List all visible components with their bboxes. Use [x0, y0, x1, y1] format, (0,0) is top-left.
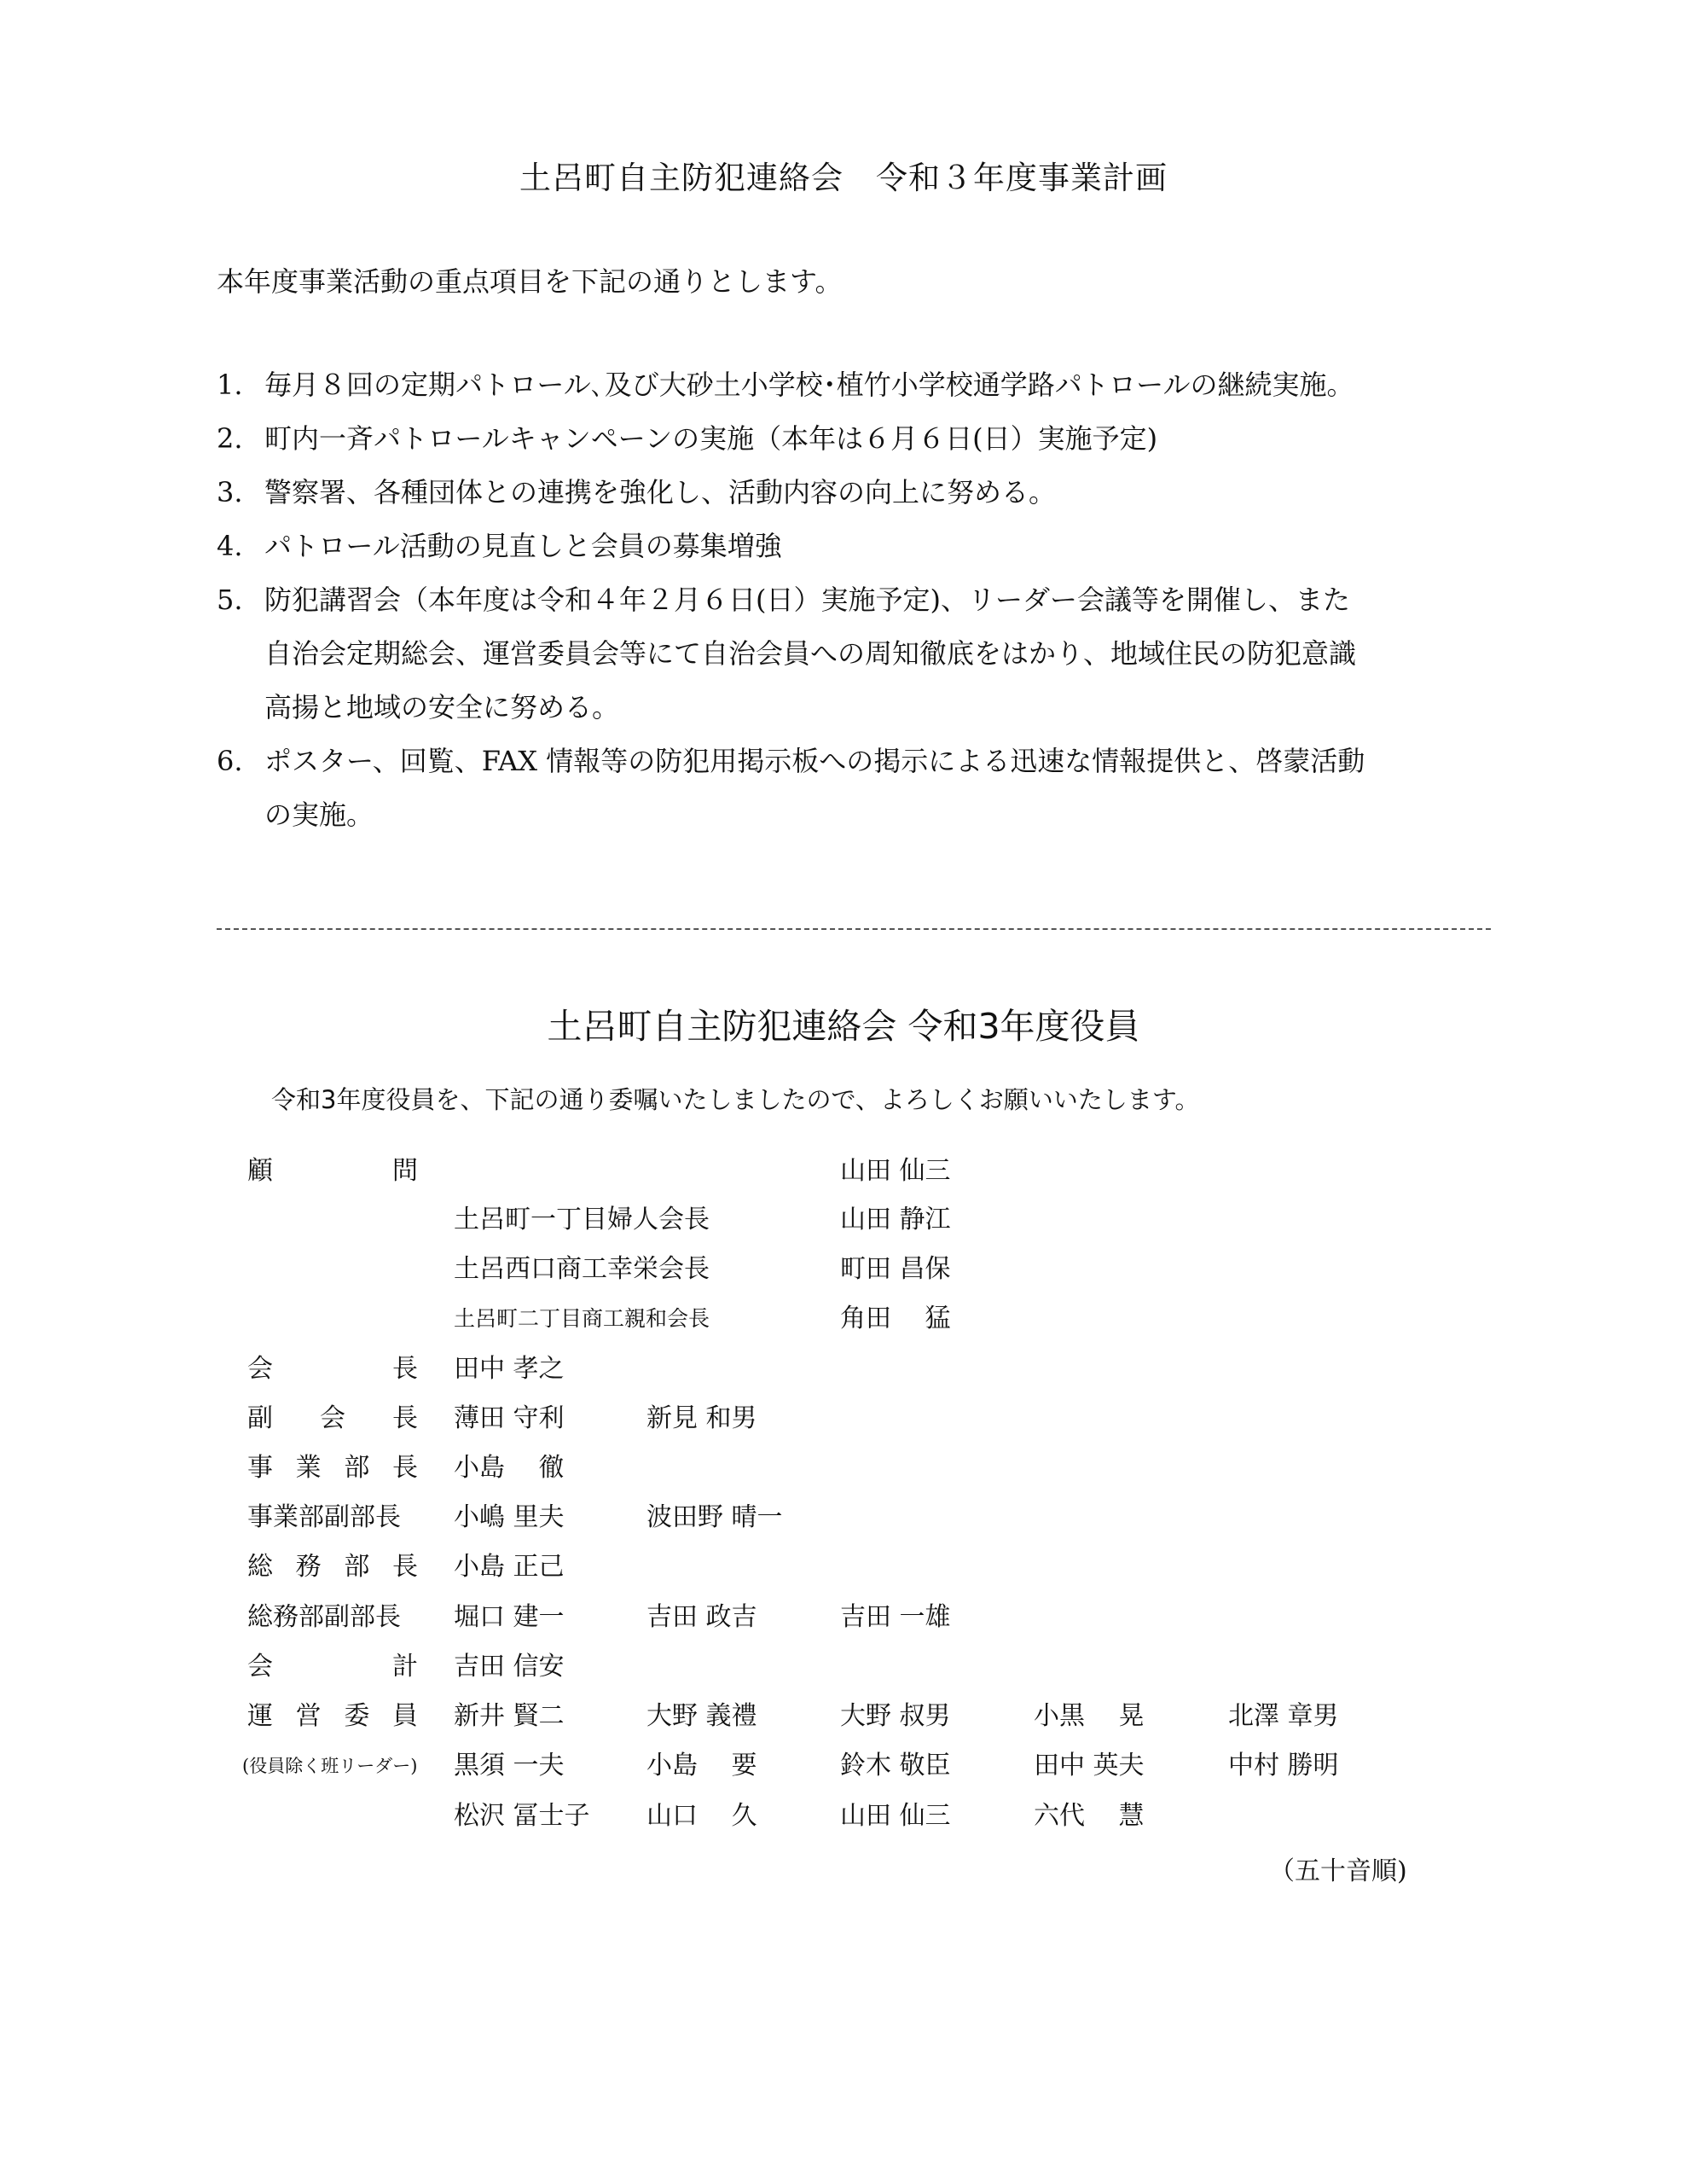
- role-char: 務: [295, 1552, 322, 1582]
- committee-member: 黒須 一夫: [454, 1751, 565, 1780]
- committee-member: 松沢 冨士子: [454, 1801, 590, 1831]
- role-business-vice-head: 事業部副部長: [247, 1502, 401, 1532]
- general-vice-head-name: 吉田 政吉: [646, 1602, 757, 1632]
- plan-item-line: パトロール活動の見直しと会員の募集増強: [264, 530, 782, 562]
- role-char: 運: [247, 1701, 273, 1731]
- business-vice-head-name: 小嶋 里夫: [454, 1502, 565, 1532]
- committee-member: 新井 賢二: [454, 1701, 565, 1731]
- committee-member: 六代 慧: [1034, 1801, 1145, 1831]
- advisor-org: 土呂西口商工幸栄会長: [454, 1254, 710, 1284]
- plan-title: 土呂町自主防犯連絡会 令和３年度事業計画: [519, 160, 1168, 196]
- role-general-head: [247, 1550, 418, 1584]
- advisor-name: 町田 昌保: [840, 1254, 951, 1284]
- officers-intro: 令和3年度役員を、下記の通り委嘱いたしましたので、よろしくお願いいたします。: [271, 1085, 1200, 1114]
- plan-item-line: 町内一斉パトロールキャンペーンの実施（本年は６月６日(日）実施予定): [264, 422, 1158, 455]
- committee-member: 小黒 晃: [1034, 1701, 1145, 1731]
- role-committee: [247, 1699, 418, 1734]
- role-business-head: [247, 1451, 418, 1485]
- advisor-org: 土呂町一丁目婦人会長: [454, 1205, 710, 1234]
- plan-item-line: 高揚と地域の安全に努める。: [264, 691, 620, 723]
- officers-title: 土呂町自主防犯連絡会 令和3年度役員: [547, 1006, 1140, 1047]
- role-char: 長: [391, 1552, 418, 1582]
- vice-president-name: 新見 和男: [646, 1403, 757, 1433]
- president-name: 田中 孝之: [454, 1354, 565, 1384]
- business-vice-head-name: 波田野 晴一: [646, 1502, 783, 1532]
- treasurer-name: 吉田 信安: [454, 1652, 565, 1682]
- role-char: 員: [391, 1701, 418, 1731]
- business-head-name: 小島 徹: [454, 1453, 565, 1483]
- committee-note: (役員除く班リーダー): [242, 1756, 418, 1776]
- advisor-name: 山田 静江: [840, 1205, 951, 1234]
- role-char: 長: [392, 1403, 418, 1433]
- committee-member: 中村 勝明: [1228, 1751, 1339, 1780]
- role-general-vice-head: 総務部副部長: [247, 1602, 401, 1632]
- plan-item-line: 自治会定期総会、運営委員会等にて自治会員への周知徹底をはかり、地域住民の防犯意識: [264, 637, 1357, 670]
- plan-item-number: 5.: [217, 584, 243, 616]
- committee-member: 鈴木 敬臣: [840, 1751, 951, 1780]
- advisor-name: 角田 猛: [840, 1304, 951, 1333]
- committee-member: 山口 久: [646, 1801, 757, 1831]
- role-char: 部: [344, 1552, 370, 1582]
- plan-item-number: 6.: [217, 745, 243, 777]
- plan-item-number: 4.: [217, 530, 243, 562]
- plan-item-number: 1.: [217, 369, 243, 401]
- committee-member: 田中 英夫: [1034, 1751, 1145, 1780]
- general-vice-head-name: 堀口 建一: [454, 1602, 565, 1632]
- advisor-org: 土呂町二丁目商工親和会長: [454, 1306, 710, 1331]
- role-treasurer: [247, 1650, 418, 1684]
- vice-president-name: 薄田 守利: [454, 1403, 565, 1433]
- plan-intro: 本年度事業活動の重点項目を下記の通りとします。: [217, 265, 843, 298]
- role-advisor: [247, 1154, 418, 1188]
- role-vice-president: [247, 1402, 418, 1436]
- order-note: （五十音順): [1269, 1856, 1407, 1886]
- plan-item-number: 3.: [217, 476, 243, 508]
- general-head-name: 小島 正己: [454, 1552, 565, 1582]
- role-char: 部: [344, 1453, 370, 1483]
- role-char: 会: [320, 1403, 345, 1433]
- plan-item-line: 警察署、各種団体との連携を強化し、活動内容の向上に努める。: [264, 476, 1057, 508]
- role-char: 副: [247, 1403, 273, 1433]
- role-char: 長: [391, 1453, 418, 1483]
- role-char: 事: [247, 1453, 273, 1483]
- committee-member: 大野 叔男: [840, 1701, 951, 1731]
- role-char: 計: [392, 1652, 418, 1682]
- committee-member: 山田 仙三: [840, 1801, 951, 1831]
- role-char: 総: [247, 1552, 273, 1582]
- advisor-name: 山田 仙三: [840, 1156, 951, 1186]
- committee-member: 北澤 章男: [1228, 1701, 1339, 1731]
- plan-item-line: 防犯講習会（本年度は令和４年２月６日(日）実施予定)、リーダー会議等を開催し、また: [264, 584, 1350, 616]
- plan-item-line: の実施。: [264, 799, 374, 831]
- role-char: 営: [295, 1701, 322, 1731]
- plan-item-line: ポスター、回覧、FAX 情報等の防犯用掲示板への掲示による迅速な情報提供と、啓蒙活動: [264, 745, 1365, 777]
- plan-item-line: 毎月８回の定期パトロール､及び大砂土小学校･植竹小学校通学路パトロールの継続実施。: [264, 369, 1354, 401]
- role-char: 会: [247, 1354, 273, 1384]
- role-char: 会: [247, 1652, 273, 1682]
- committee-member: 大野 義禮: [646, 1701, 757, 1731]
- plan-item-number: 2.: [217, 422, 243, 455]
- role-president: [247, 1352, 418, 1386]
- role-char: 業: [295, 1453, 322, 1483]
- general-vice-head-name: 吉田 一雄: [840, 1602, 951, 1632]
- role-char: 顧: [247, 1156, 273, 1186]
- committee-member: 小島 要: [646, 1751, 757, 1780]
- role-char: 長: [392, 1354, 418, 1384]
- role-char: 問: [392, 1156, 418, 1186]
- role-char: 委: [344, 1701, 370, 1731]
